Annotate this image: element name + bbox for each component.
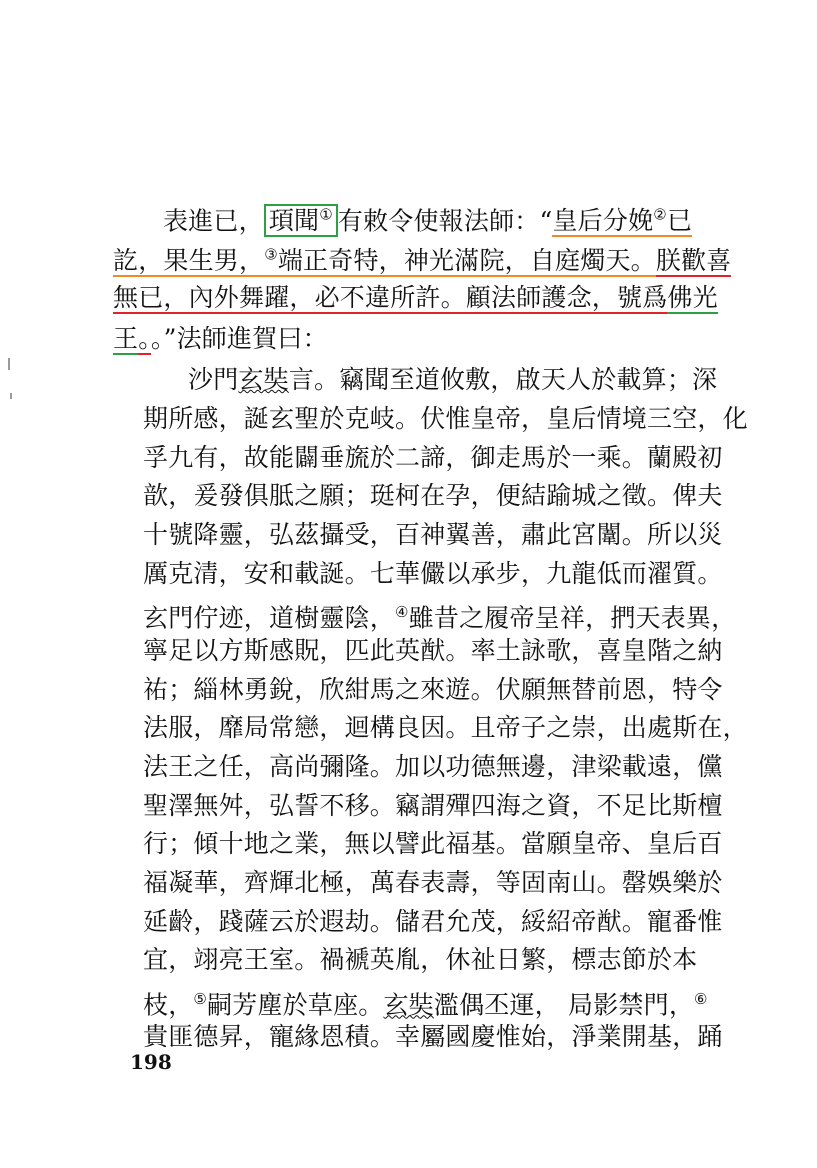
text-run: 十號降靈，弘茲攝受，百神翼善，肅此宮闈。所以災 bbox=[143, 520, 723, 549]
footnote-marker: ⑥ bbox=[694, 990, 708, 1008]
text-line bbox=[143, 1022, 723, 1052]
footnote-marker: ① bbox=[319, 206, 333, 224]
text-run: 皇后分娩 bbox=[552, 206, 654, 236]
text-line bbox=[143, 868, 723, 898]
text-line bbox=[188, 365, 717, 395]
page-number: 198 bbox=[130, 1050, 172, 1074]
text-run: 厲克清，安和載誕。七華儼以承步，九龍低而濯質。 bbox=[143, 559, 723, 588]
green-underlined-text: 佛光 bbox=[667, 283, 718, 312]
text-run: 孚九有，故能闢垂旒於二諦，御走馬於一乘。蘭殿初 bbox=[143, 443, 723, 472]
text-run: 表進已， bbox=[163, 206, 264, 236]
highlight-box bbox=[264, 204, 338, 237]
text-run: 嗣芳塵於草座。 bbox=[207, 990, 384, 1020]
text-line bbox=[143, 636, 723, 666]
text-line bbox=[113, 240, 731, 276]
text-run: 法服，靡局常戀，迴構良因。且帝子之崇，出處斯在， bbox=[143, 713, 748, 742]
underlined-text bbox=[113, 283, 718, 314]
text-run: 行；傾十地之業，無以譬此福基。當願皇帝、皇后百 bbox=[143, 829, 723, 858]
text-line bbox=[163, 200, 692, 236]
text-run: 福凝華，齊輝北極，萬春表壽，等固南山。罄娛樂於 bbox=[143, 868, 723, 897]
text-line bbox=[143, 907, 723, 937]
text-line bbox=[143, 713, 748, 743]
text-line bbox=[143, 829, 723, 859]
underlined-text bbox=[552, 206, 692, 237]
text-run: 歆，爰發俱胝之願；珽柯在孕，便結踰城之徵。俾夫 bbox=[143, 481, 723, 510]
text-run: 宜，翊亮王室。禍褫英胤，休祉日繁，標志節於本 bbox=[143, 945, 698, 974]
text-line bbox=[143, 443, 723, 473]
text-run: 沙門 bbox=[188, 365, 239, 394]
text-run: 雖昔之履帝呈祥，捫天表異， bbox=[408, 603, 737, 633]
text-line bbox=[143, 752, 723, 782]
text-line bbox=[143, 404, 748, 434]
text-run: 法王之任，高尚彌隆。加以功德無邊，津梁載遠，儻 bbox=[143, 752, 723, 781]
footnote-marker: ② bbox=[653, 206, 667, 224]
proper-name: 玄奘 bbox=[238, 365, 289, 394]
underlined-text: 王。 bbox=[113, 324, 151, 353]
margin-mark bbox=[10, 393, 12, 399]
text-run: 延齡，踐薩云於遐劫。儲君允茂，綏紹帝猷。寵番惟 bbox=[143, 907, 723, 936]
text-run: 言。竊聞至道攸敷，啟天人於載算；深 bbox=[288, 365, 718, 394]
text-run: 濫偶丕運， 局影禁門， bbox=[433, 990, 695, 1020]
text-run: 端正奇特，神光滿院，自庭燭天。 bbox=[277, 246, 656, 276]
text-run: 有敕令使報法師：“ bbox=[337, 206, 553, 236]
text-run: 訖，果生男， bbox=[113, 246, 265, 276]
text-run: 已 bbox=[666, 206, 693, 236]
text-line bbox=[113, 283, 718, 313]
text-line bbox=[143, 481, 723, 511]
underlined-text: 朕歡喜 bbox=[655, 246, 732, 276]
proper-name: 玄奘 bbox=[383, 990, 434, 1020]
footnote-marker: ④ bbox=[395, 603, 409, 621]
text-run: 玄門佇迹，道樹靈陰， bbox=[143, 603, 396, 633]
text-run: 寧足以方斯感貺，匹此英猷。率土詠歌，喜皇階之納 bbox=[143, 636, 723, 665]
text-line bbox=[113, 324, 328, 354]
text-line bbox=[143, 945, 697, 975]
text-run: 聖澤無舛，弘誓不移。竊謂殫四海之資，不足比斯檀 bbox=[143, 791, 723, 820]
margin-mark bbox=[8, 358, 10, 370]
footnote-marker: ③ bbox=[264, 246, 278, 264]
text-run: 無已，內外舞躍，必不違所許。顧法師護念，號爲 bbox=[113, 283, 668, 312]
text-run: 。”法師進賀曰： bbox=[150, 324, 328, 353]
footnote-marker: ⑤ bbox=[193, 990, 208, 1008]
text-line bbox=[143, 559, 723, 589]
text-run: 枝， bbox=[143, 990, 194, 1020]
text-line bbox=[143, 597, 736, 633]
text-run: 貴匪德昇，寵緣恩積。幸屬國慶惟始，淨業開基，踊 bbox=[143, 1022, 723, 1051]
boxed-text: 頊聞 bbox=[268, 206, 320, 236]
text-line bbox=[143, 520, 723, 550]
text-run: 期所感，誕玄聖於克岐。伏惟皇帝，皇后情境三空，化 bbox=[143, 404, 748, 433]
green-underlined-text: 王 bbox=[113, 324, 139, 353]
underlined-text bbox=[113, 246, 656, 277]
text-line bbox=[143, 984, 708, 1020]
text-line bbox=[143, 791, 723, 821]
text-run: 祐；緇林勇銳，欣紺馬之來遊。伏願無替前恩，特令 bbox=[143, 675, 723, 704]
text-line bbox=[143, 675, 723, 705]
